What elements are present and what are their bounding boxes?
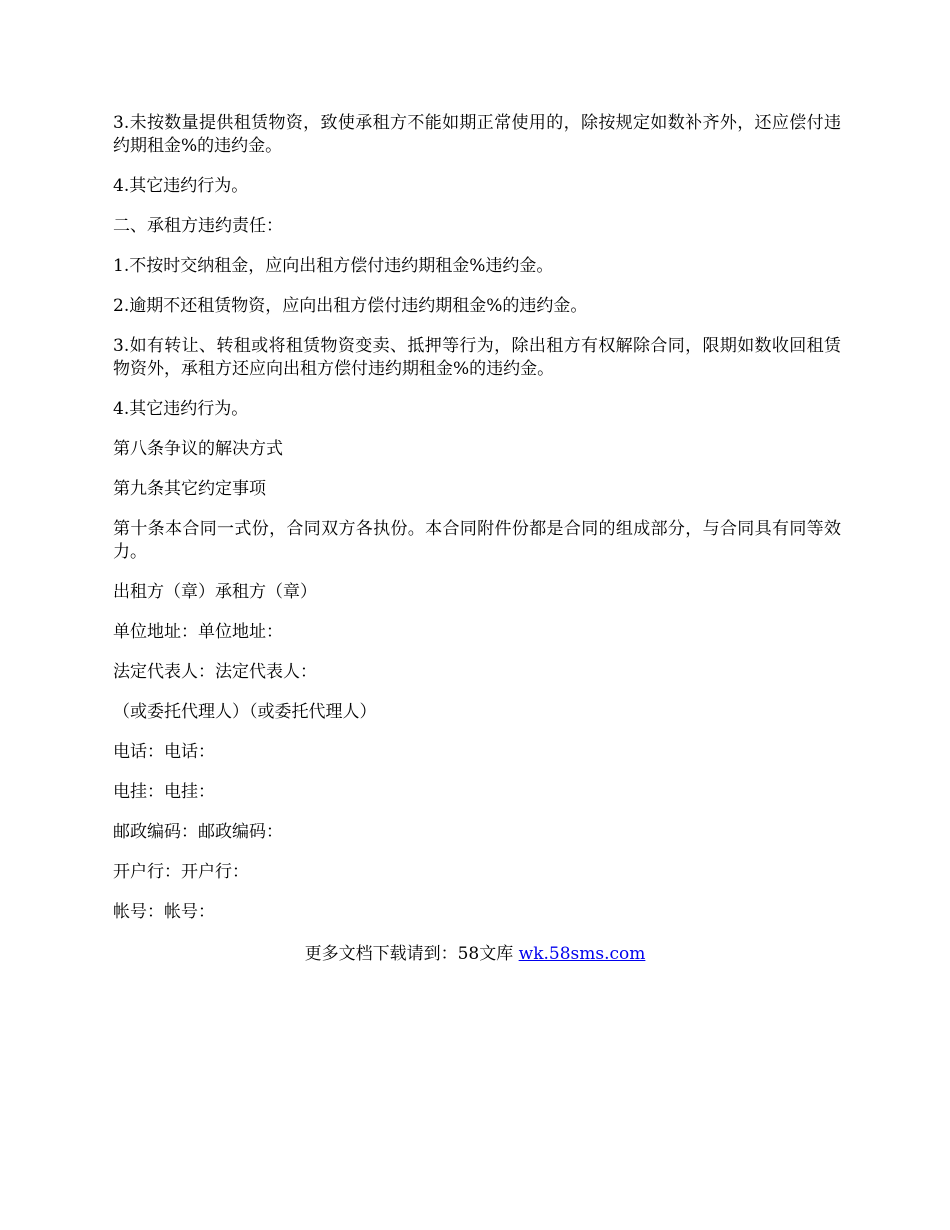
download-footer	[0, 943, 950, 966]
signature-parties: 出租方（章）承租方（章）	[113, 582, 317, 602]
paragraph-overdue-return: 2.逾期不还租赁物资，应向出租方偿付违约期租金%的违约金。	[113, 296, 588, 316]
article-9-heading: 第九条其它约定事项	[113, 479, 266, 499]
document-body	[113, 112, 841, 941]
article-10-paragraph: 第十条本合同一式份，合同双方各执份。本合同附件份都是合同的组成部分，与合同具有同等效力。	[113, 519, 841, 562]
paragraph-late-rent: 1.不按时交纳租金，应向出租方偿付违约期租金%违约金。	[113, 256, 554, 276]
signature-telegraph: 电挂：电挂：	[113, 782, 215, 802]
paragraph-sublease: 3.如有转让、转租或将租赁物资变卖、抵押等行为，除出租方有权解除合同，限期如数收回租赁物资外，承租方还应向出租方偿付违约期租金%的违约金。	[113, 336, 841, 379]
footer-text: 更多文档下载请到：58文库	[304, 944, 519, 964]
signature-bank: 开户行：开户行：	[113, 862, 249, 882]
paragraph-other-breach-2: 4.其它违约行为。	[113, 399, 249, 419]
article-8-heading: 第八条争议的解决方式	[113, 439, 283, 459]
signature-account: 帐号：帐号：	[113, 902, 215, 922]
paragraph-penalty-3: 3.未按数量提供租赁物资，致使承租方不能如期正常使用的，除按规定如数补齐外，还应偿付违约期租金%的违约金。	[113, 113, 841, 156]
signature-phone: 电话：电话：	[113, 742, 215, 762]
footer-link[interactable]: wk.58sms.com	[518, 944, 646, 964]
signature-legal-rep: 法定代表人：法定代表人：	[113, 662, 317, 682]
section-heading-lessee-liability: 二、承租方违约责任：	[113, 216, 283, 236]
signature-postcode: 邮政编码：邮政编码：	[113, 822, 283, 842]
paragraph-other-breach-1: 4.其它违约行为。	[113, 176, 249, 196]
signature-agent: （或委托代理人）（或委托代理人）	[113, 702, 377, 722]
signature-address: 单位地址：单位地址：	[113, 622, 283, 642]
